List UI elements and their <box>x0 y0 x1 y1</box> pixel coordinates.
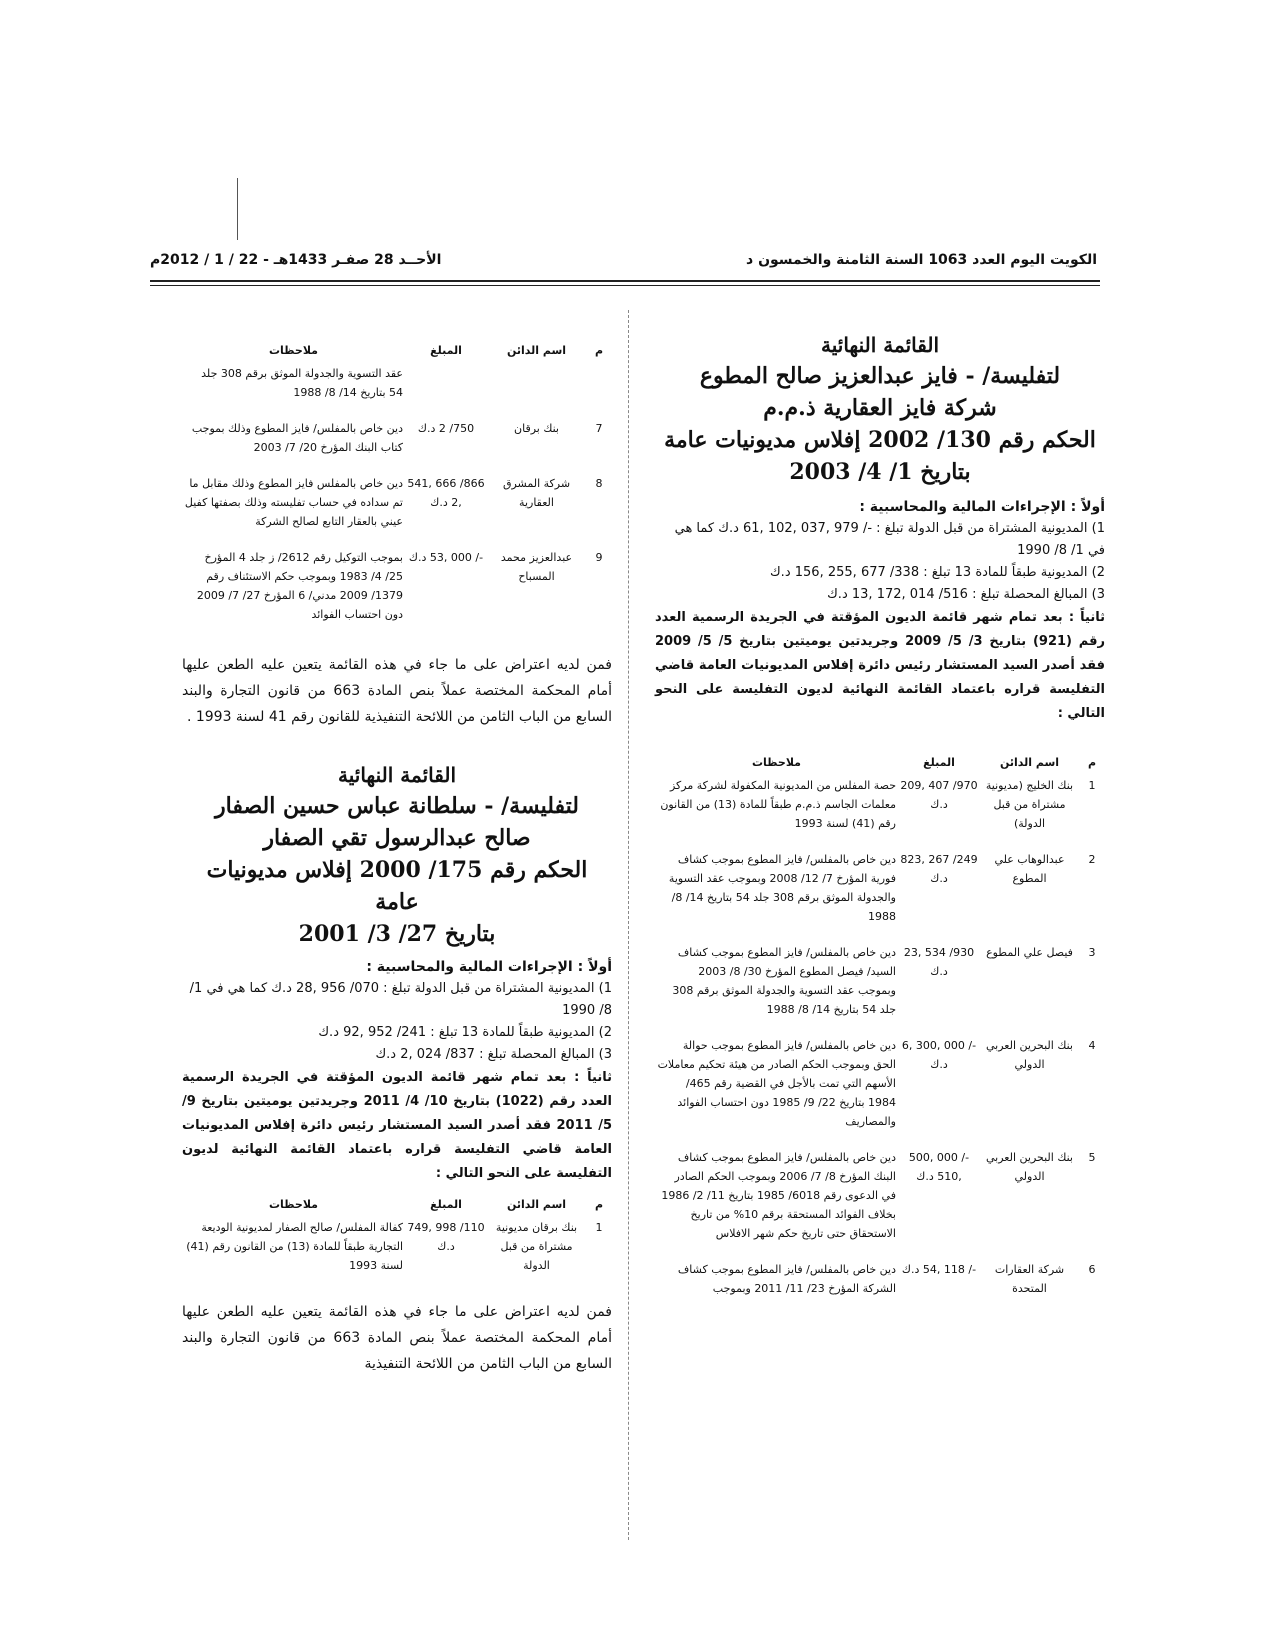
notice2-ruling-date: بتاريخ 27/ 3/ 2001 <box>298 921 496 947</box>
col-header-name: اسم الدائن <box>999 756 1060 769</box>
table-row <box>182 416 612 471</box>
row-name: عبدالعزيز محمد المسباح <box>500 551 573 583</box>
row-notes: حصة المفلس من المديونية المكفولة لشركة مركز معلمات الجاسم ذ.م.م طبقاً للمادة (13) من القانون رقم (41) لسنة 1993 <box>660 779 896 830</box>
notice1-objection: فمن لديه اعتراض على ما جاء في هذه القائمة يتعين عليه الطعن عليها أمام المحكمة المختصة عملاً بنص المادة 663 من قانون التجارة والبند السابع من الباب الثامن من اللائحة التنفيذية للقانون رقم 41 لسنة 1993 . <box>182 657 612 725</box>
notice1-item2: 2) المديونية طبقاً للمادة 13 تبلغ : 338/ 677 ,255 ,156 د.ك <box>769 565 1105 580</box>
col-header-notes: ملاحظات <box>269 344 318 357</box>
column-divider <box>628 310 629 1540</box>
notice1-title <box>655 330 1105 488</box>
margin-rule <box>237 178 238 240</box>
row-amount: -/ 000 ,300 ,6 د.ك <box>901 1039 977 1071</box>
col-header-no: م <box>1087 756 1097 769</box>
col-header-name: اسم الدائن <box>506 344 567 357</box>
table-row <box>655 847 1105 940</box>
row-notes: كفالة المفلس/ صالح الصفار لمديونية الوديعة التجارية طبقاً للمادة (13) من القانون رقم (41) لسنة 1993 <box>186 1221 403 1272</box>
notice1-creditor-table <box>655 752 1105 1312</box>
table-row <box>655 1145 1105 1257</box>
notice2-item3: 3) المبالغ المحصلة تبلغ : 837/ 024 ,2 د.ك <box>375 1047 612 1062</box>
col-header-amount: المبلغ <box>430 344 462 357</box>
notice1-item1: 1) المديونية المشتراة من قبل الدولة تبلغ : -/ 979 ,037 ,102 ,61 د.ك كما هي في 1/ 8/ 1990 <box>674 521 1105 558</box>
notice2-objection: فمن لديه اعتراض على ما جاء في هذه القائمة يتعين عليه الطعن عليها أمام المحكمة المختصة عملاً بنص المادة 663 من قانون التجارة والبند السابع من الباب الثامن من اللائحة التنفيذية <box>182 1304 612 1372</box>
notice1-company: شركة فايز العقارية ذ.م.م <box>763 395 997 421</box>
row-notes: دين خاص بالمفلس/ فايز المطوع بموجب كشاف السيد/ فيصل المطوع المؤرخ 30/ 8/ 2003 وبموجب عقد التسوية والجدولة الموثق برقم 308 جلد 54 بتاريخ 14/ 8/ 1988 <box>672 946 896 1016</box>
row-name: بنك البحرين العربي الدولي <box>986 1151 1073 1183</box>
row-no: 5 <box>1088 1151 1096 1164</box>
notice2-section1-heading: أولاً : الإجراءات المالية والمحاسبية : <box>366 959 612 975</box>
col-header-notes: ملاحظات <box>269 1198 318 1211</box>
notice2-bankrupt-name: لتفليسة/ - سلطانة عباس حسين الصفار <box>215 793 579 819</box>
col-header-no: م <box>594 344 604 357</box>
col-header-amount: المبلغ <box>430 1198 462 1211</box>
notice1-cont-table <box>182 340 612 638</box>
col-header-notes: ملاحظات <box>752 756 801 769</box>
row-no: 7 <box>595 422 603 435</box>
row-no: 9 <box>595 551 603 564</box>
header-rule-bottom <box>150 285 1100 286</box>
notice1-heading: القائمة النهائية <box>821 333 939 357</box>
notice1-ruling-date: بتاريخ 1/ 4/ 2003 <box>789 459 971 485</box>
notice2-ruling: الحكم رقم 175/ 2000 إفلاس مديونيات عامة <box>206 857 588 915</box>
row-amount: 930/ 534 ,23 د.ك <box>903 946 975 978</box>
row-name: فيصل علي المطوع <box>986 946 1073 959</box>
row-no: 4 <box>1088 1039 1096 1052</box>
left-column <box>182 340 612 1377</box>
row-no: 1 <box>595 1221 603 1234</box>
notice1-section2: ثانياً : بعد تمام شهر قائمة الديون المؤقتة في الجريدة الرسمية العدد رقم (921) بتاريخ 3/ 5/ 2009 وجريدتين يوميتين بتاريخ 5/ 5/ 2009 فقد أصدر السيد المستشار رئيس دائرة إفلاس المديونيات العامة قاضي التفليسة قراره باعتماد القائمة النهائية لديون التفليسة على النحو التالي : <box>655 610 1106 721</box>
row-no: 8 <box>595 477 603 490</box>
table-row <box>182 361 612 416</box>
row-name: عبدالوهاب علي المطوع <box>994 853 1065 885</box>
notice1-section1-heading: أولاً : الإجراءات المالية والمحاسبية : <box>859 499 1105 515</box>
right-column <box>655 330 1105 1312</box>
notice2-section2: ثانياً : بعد تمام شهر قائمة الديون المؤقتة في الجريدة الرسمية العدد رقم (1022) بتاريخ 10/ 4/ 2011 وجريدتين يوميتين بتاريخ 9/ 5/ 2011 فقد أصدر السيد المستشار رئيس دائرة إفلاس المديونيات العامة قاضي التفليسة قراره باعتماد القائمة النهائية لديون التفليسة على النحو التالي : <box>182 1070 613 1181</box>
table-row <box>655 1033 1105 1145</box>
row-name: شركة المشرق العقارية <box>502 477 571 509</box>
row-no: 6 <box>1088 1263 1096 1276</box>
header-rule-top <box>150 280 1100 282</box>
notice2-second-name: صالح عبدالرسول تقي الصفار <box>263 825 531 851</box>
row-notes: بموجب التوكيل رقم 2612/ ز جلد 4 المؤرخ 25/ 4/ 1983 وبموجب حكم الاستئناف رقم 1379/ 2009 مدني/ 6 المؤرخ 27/ 7/ 2009 دون احتساب الفوائد <box>196 551 403 621</box>
notice2-item1: 1) المديونية المشتراة من قبل الدولة تبلغ : 070/ 956 ,28 د.ك كما هي في 1/ 8/ 1990 <box>189 981 612 1018</box>
row-no: 2 <box>1088 853 1096 866</box>
row-notes: دين خاص بالمفلس/ فايز المطوع بموجب حوالة الحق وبموجب الحكم الصادر من هيئة تحكيم معاملات الأسهم التي تمت بالأجل في القضية رقم 465/ 1984 بتاريخ 22/ 9/ 1985 دون احتساب الفوائد والمصاريف <box>657 1039 896 1128</box>
row-amount: -/ 000 ,500 ,510 د.ك <box>908 1151 970 1183</box>
row-notes: دين خاص بالمفلس فايز المطوع وذلك مقابل ما تم سداده في حساب تفليسته وذلك بصفتها كفيل عيني بالعقار التابع لصالح الشركة <box>184 477 403 528</box>
row-amount: 970/ 407 ,209 د.ك <box>900 779 978 811</box>
publication-header: الكويت اليوم العدد 1063 السنة الثامنة والخمسون د <box>746 252 1097 268</box>
table-row <box>655 1257 1105 1312</box>
col-header-name: اسم الدائن <box>506 1198 567 1211</box>
row-amount: 110/ 998 ,749 د.ك <box>407 1221 485 1253</box>
notice2-item2: 2) المديونية طبقاً للمادة 13 تبلغ : 241/ 952 ,92 د.ك <box>318 1025 612 1040</box>
row-amount: 249/ 267 ,823 د.ك <box>900 853 978 885</box>
notice2-heading: القائمة النهائية <box>338 763 456 787</box>
row-no: 1 <box>1088 779 1096 792</box>
table-row <box>182 471 612 545</box>
row-name: بنك الخليج (مديونية مشتراة من قبل الدولة) <box>985 779 1074 830</box>
row-name: بنك البحرين العربي الدولي <box>986 1039 1073 1071</box>
table-row <box>182 1215 612 1289</box>
notice2-creditor-table <box>182 1194 612 1289</box>
date-header: الأحــد 28 صفـر 1433هـ - 22 / 1 / 2012م <box>150 252 442 268</box>
notice1-ruling: الحكم رقم 130/ 2002 إفلاس مديونيات عامة <box>664 427 1096 453</box>
row-no: 3 <box>1088 946 1096 959</box>
table-row <box>655 940 1105 1033</box>
row-notes: دين خاص بالمفلس/ فايز المطوع بموجب كشاف فورية المؤرخ 7/ 12/ 2008 وبموجب عقد التسوية والجدولة الموثق برقم 308 جلد 54 بتاريخ 14/ 8/ 1988 <box>668 853 896 923</box>
table-row <box>182 545 612 638</box>
row-amount: 866/ 666 ,541 ,2 د.ك <box>407 477 485 509</box>
notice2-title <box>182 760 612 950</box>
row-name: شركة العقارات المتحدة <box>994 1263 1065 1295</box>
table-row <box>655 773 1105 847</box>
row-amount: -/ 000 ,53 د.ك <box>408 551 484 564</box>
notice1-bankrupt-name: لتفليسة/ - فايز عبدالعزيز صالح المطوع <box>699 363 1061 389</box>
row-amount: -/ 118 ,54 د.ك <box>901 1263 977 1276</box>
row-notes: دين خاص بالمفلس/ فايز المطوع بموجب كشاف البنك المؤرخ 8/ 7/ 2006 وبموجب الحكم الصادر في الدعوى رقم 6018/ 1985 بتاريخ 11/ 2/ 1986 بخلاف الفوائد المستحقة برقم 10% من تاريخ الاستحقاق حتى تاريخ حكم شهر الافلاس <box>661 1151 896 1240</box>
row-amount: 750/ 2 د.ك <box>417 422 475 435</box>
row-notes: دين خاص بالمفلس/ فايز المطوع وذلك بموجب كتاب البنك المؤرخ 20/ 7/ 2003 <box>191 422 403 454</box>
row-name: بنك برقان مديونية مشتراة من قبل الدولة <box>495 1221 578 1272</box>
col-header-no: م <box>594 1198 604 1211</box>
row-notes: عقد التسوية والجدولة الموثق برقم 308 جلد 54 بتاريخ 14/ 8/ 1988 <box>201 367 403 399</box>
notice1-item3: 3) المبالغ المحصلة تبلغ : 516/ 014 ,172 ,13 د.ك <box>827 587 1105 602</box>
row-name: بنك برقان <box>514 422 559 435</box>
col-header-amount: المبلغ <box>923 756 955 769</box>
row-notes: دين خاص بالمفلس/ فايز المطوع بموجب كشاف الشركة المؤرخ 23/ 11/ 2011 وبموجب <box>677 1263 896 1295</box>
